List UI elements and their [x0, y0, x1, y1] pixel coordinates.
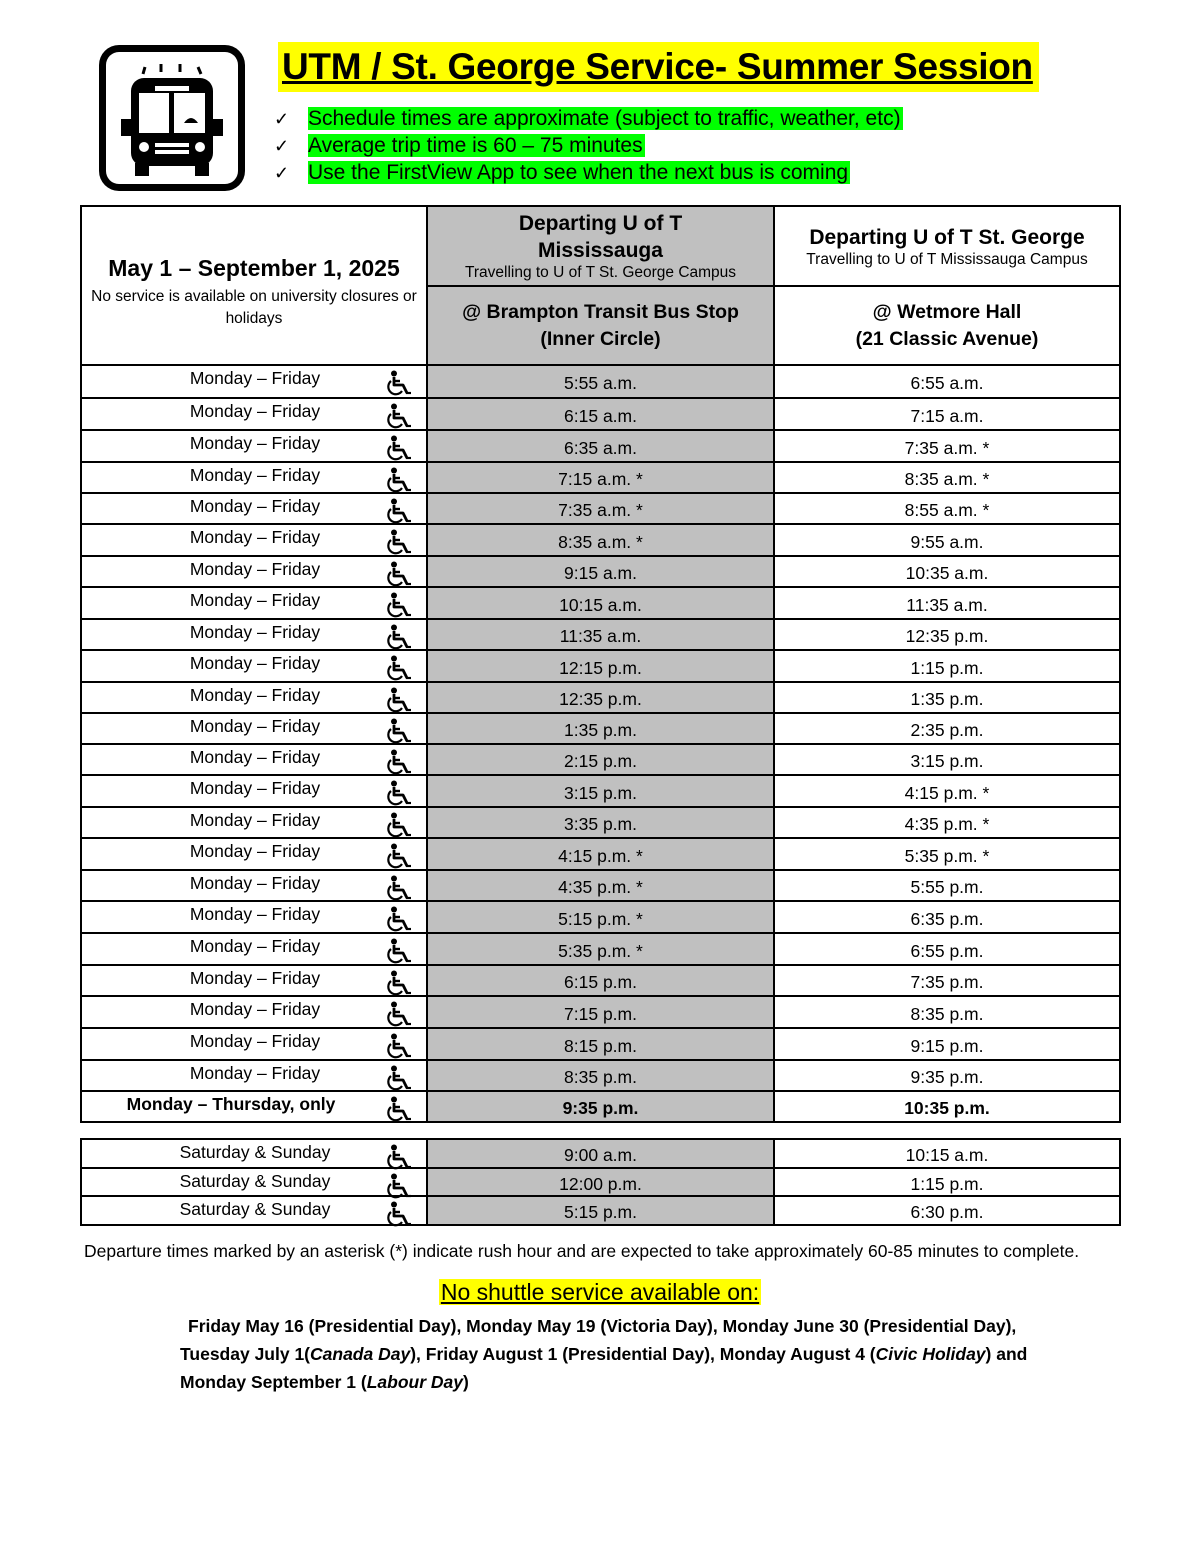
stg-departure-time: 6:30 p.m. [774, 1196, 1120, 1225]
wheelchair-icon [385, 938, 413, 964]
day-cell: Monday – Friday [81, 493, 427, 524]
table-row [81, 587, 1120, 619]
utm-departure-time: 3:35 p.m. [427, 807, 774, 838]
stg-departure-time: 4:15 p.m. * [774, 775, 1120, 807]
table-row [81, 744, 1120, 775]
utm-departure-time: 4:35 p.m. * [427, 870, 774, 901]
notes-list [272, 105, 903, 186]
stg-departure-time: 8:55 a.m. * [774, 493, 1120, 524]
day-cell: Monday – Friday [81, 870, 427, 901]
list-item: ✓ Schedule times are approximate (subject to traffic, weather, etc) [272, 105, 903, 132]
utm-departure-time: 5:55 a.m. [427, 365, 774, 398]
table-row [81, 682, 1120, 713]
utm-departure-time: 7:35 a.m. * [427, 493, 774, 524]
wheelchair-icon [385, 749, 413, 775]
day-cell: Monday – Friday [81, 365, 427, 398]
day-cell: Monday – Friday [81, 713, 427, 744]
wheelchair-icon [385, 687, 413, 713]
day-cell: Monday – Friday [81, 650, 427, 682]
stg-column-header: Departing U of T St. George Travelling to U of T Mississauga Campus [774, 206, 1120, 286]
date-range-header: May 1 – September 1, 2025 No service is available on university closures or holidays [81, 206, 427, 365]
stg-departure-time: 9:15 p.m. [774, 1028, 1120, 1060]
stg-departure-time: 8:35 p.m. [774, 996, 1120, 1028]
wheelchair-icon [385, 875, 413, 901]
stg-departure-time: 7:35 p.m. [774, 965, 1120, 996]
utm-column-header: Departing U of T Mississauga Travelling to U of T St. George Campus [427, 206, 774, 286]
day-cell: Saturday & Sunday [81, 1139, 427, 1168]
table-row [81, 524, 1120, 556]
stg-departure-time: 12:35 p.m. [774, 619, 1120, 650]
wheelchair-icon [385, 718, 413, 744]
stg-departure-time: 11:35 a.m. [774, 587, 1120, 619]
wheelchair-icon [385, 1065, 413, 1091]
utm-departure-time: 9:00 a.m. [427, 1139, 774, 1168]
utm-departure-time: 4:15 p.m. * [427, 838, 774, 870]
bus-icon [97, 43, 247, 193]
utm-departure-time: 11:35 a.m. [427, 619, 774, 650]
list-item: ✓ Average trip time is 60 – 75 minutes [272, 132, 903, 159]
wheelchair-icon [385, 529, 413, 555]
utm-departure-time: 9:35 p.m. [427, 1091, 774, 1122]
no-service-heading: No shuttle service available on: [440, 1279, 760, 1305]
list-item: ✓ Use the FirstView App to see when the next bus is coming [272, 159, 903, 186]
table-row [81, 1028, 1120, 1060]
day-cell: Monday – Friday [81, 556, 427, 587]
utm-departure-time: 9:15 a.m. [427, 556, 774, 587]
table-row [81, 462, 1120, 493]
utm-departure-time: 6:35 a.m. [427, 430, 774, 462]
stg-departure-time: 2:35 p.m. [774, 713, 1120, 744]
stg-departure-time: 7:35 a.m. * [774, 430, 1120, 462]
utm-departure-time: 5:15 p.m. [427, 1196, 774, 1225]
wheelchair-icon [385, 1033, 413, 1059]
table-row [81, 901, 1120, 933]
table-row [81, 1060, 1120, 1091]
table-row [81, 775, 1120, 807]
day-cell: Monday – Friday [81, 775, 427, 807]
wheelchair-icon [385, 624, 413, 650]
utm-departure-time: 2:15 p.m. [427, 744, 774, 775]
stg-departure-time: 1:35 p.m. [774, 682, 1120, 713]
table-row [81, 1168, 1120, 1196]
holiday-list: Friday May 16 (Presidential Day), Monday May 19 (Victoria Day), Monday June 30 (Presidential Day), Tuesday July 1(Canada Day), Friday August 1 (Presidential Day), Monday August 4 (Civic Holiday) and Monday September 1 (Labour Day) [180, 1316, 1028, 1392]
check-icon: ✓ [274, 109, 290, 129]
day-cell: Monday – Friday [81, 933, 427, 965]
table-row [81, 965, 1120, 996]
wheelchair-icon [385, 843, 413, 869]
utm-departure-time: 8:15 p.m. [427, 1028, 774, 1060]
table-row [81, 838, 1120, 870]
day-cell: Monday – Friday [81, 1028, 427, 1060]
stg-departure-time: 7:15 a.m. [774, 398, 1120, 430]
wheelchair-icon [385, 498, 413, 524]
table-row [81, 1139, 1120, 1168]
day-cell: Monday – Friday [81, 587, 427, 619]
stg-departure-time: 4:35 p.m. * [774, 807, 1120, 838]
day-cell: Monday – Friday [81, 1060, 427, 1091]
utm-departure-time: 5:15 p.m. * [427, 901, 774, 933]
day-cell: Monday – Friday [81, 996, 427, 1028]
day-cell: Saturday & Sunday [81, 1196, 427, 1225]
stg-departure-time: 9:55 a.m. [774, 524, 1120, 556]
weekday-schedule-table [80, 205, 1121, 1123]
day-cell: Monday – Friday [81, 682, 427, 713]
day-cell: Monday – Friday [81, 430, 427, 462]
table-row [81, 365, 1120, 398]
stg-departure-time: 5:35 p.m. * [774, 838, 1120, 870]
utm-departure-time: 6:15 a.m. [427, 398, 774, 430]
utm-departure-time: 7:15 a.m. * [427, 462, 774, 493]
rush-hour-footnote: Departure times marked by an asterisk (*) indicate rush hour and are expected to take approximately 60-85 minutes to complete. [84, 1241, 1080, 1261]
stg-departure-time: 9:35 p.m. [774, 1060, 1120, 1091]
utm-departure-time: 10:15 a.m. [427, 587, 774, 619]
table-row [81, 650, 1120, 682]
table-row [81, 430, 1120, 462]
stg-departure-time: 1:15 p.m. [774, 650, 1120, 682]
day-cell: Monday – Friday [81, 398, 427, 430]
day-cell: Monday – Friday [81, 965, 427, 996]
utm-stop-location: @ Brampton Transit Bus Stop (Inner Circle) [427, 286, 774, 365]
utm-departure-time: 3:15 p.m. [427, 775, 774, 807]
table-row [81, 398, 1120, 430]
utm-departure-time: 8:35 a.m. * [427, 524, 774, 556]
stg-departure-time: 10:15 a.m. [774, 1139, 1120, 1168]
wheelchair-icon [385, 1144, 413, 1170]
table-row [81, 713, 1120, 744]
day-cell: Monday – Friday [81, 744, 427, 775]
table-row [81, 619, 1120, 650]
check-icon: ✓ [274, 136, 290, 156]
day-cell: Monday – Friday [81, 838, 427, 870]
wheelchair-icon [385, 780, 413, 806]
wheelchair-icon [385, 592, 413, 618]
stg-departure-time: 10:35 a.m. [774, 556, 1120, 587]
wheelchair-icon [385, 1001, 413, 1027]
table-row [81, 933, 1120, 965]
table-row [81, 870, 1120, 901]
utm-departure-time: 12:15 p.m. [427, 650, 774, 682]
stg-departure-time: 6:55 a.m. [774, 365, 1120, 398]
check-icon: ✓ [274, 163, 290, 183]
day-cell: Monday – Friday [81, 901, 427, 933]
utm-departure-time: 7:15 p.m. [427, 996, 774, 1028]
day-cell: Monday – Friday [81, 462, 427, 493]
utm-departure-time: 12:35 p.m. [427, 682, 774, 713]
stg-departure-time: 10:35 p.m. [774, 1091, 1120, 1122]
day-cell: Monday – Friday [81, 807, 427, 838]
day-cell: Monday – Friday [81, 524, 427, 556]
utm-departure-time: 5:35 p.m. * [427, 933, 774, 965]
wheelchair-icon [385, 370, 413, 396]
table-row [81, 1091, 1120, 1122]
day-cell: Monday – Friday [81, 619, 427, 650]
wheelchair-icon [385, 435, 413, 461]
stg-departure-time: 5:55 p.m. [774, 870, 1120, 901]
wheelchair-icon [385, 970, 413, 996]
wheelchair-icon [385, 403, 413, 429]
wheelchair-icon [385, 655, 413, 681]
day-cell: Saturday & Sunday [81, 1168, 427, 1196]
stg-departure-time: 1:15 p.m. [774, 1168, 1120, 1196]
table-row [81, 996, 1120, 1028]
day-cell: Monday – Thursday, only [81, 1091, 427, 1122]
weekend-schedule-table [80, 1138, 1121, 1226]
stg-stop-location: @ Wetmore Hall (21 Classic Avenue) [774, 286, 1120, 365]
wheelchair-icon [385, 812, 413, 838]
table-row [81, 1196, 1120, 1225]
utm-departure-time: 1:35 p.m. [427, 713, 774, 744]
stg-departure-time: 8:35 a.m. * [774, 462, 1120, 493]
stg-departure-time: 3:15 p.m. [774, 744, 1120, 775]
utm-departure-time: 8:35 p.m. [427, 1060, 774, 1091]
stg-departure-time: 6:55 p.m. [774, 933, 1120, 965]
table-row [81, 493, 1120, 524]
stg-departure-time: 6:35 p.m. [774, 901, 1120, 933]
table-row [81, 556, 1120, 587]
wheelchair-icon [385, 467, 413, 493]
wheelchair-icon [385, 1201, 413, 1227]
utm-departure-time: 12:00 p.m. [427, 1168, 774, 1196]
wheelchair-icon [385, 906, 413, 932]
page-title: UTM / St. George Service- Summer Session [278, 42, 1039, 92]
wheelchair-icon [385, 561, 413, 587]
utm-departure-time: 6:15 p.m. [427, 965, 774, 996]
wheelchair-icon [385, 1096, 413, 1122]
table-row [81, 807, 1120, 838]
